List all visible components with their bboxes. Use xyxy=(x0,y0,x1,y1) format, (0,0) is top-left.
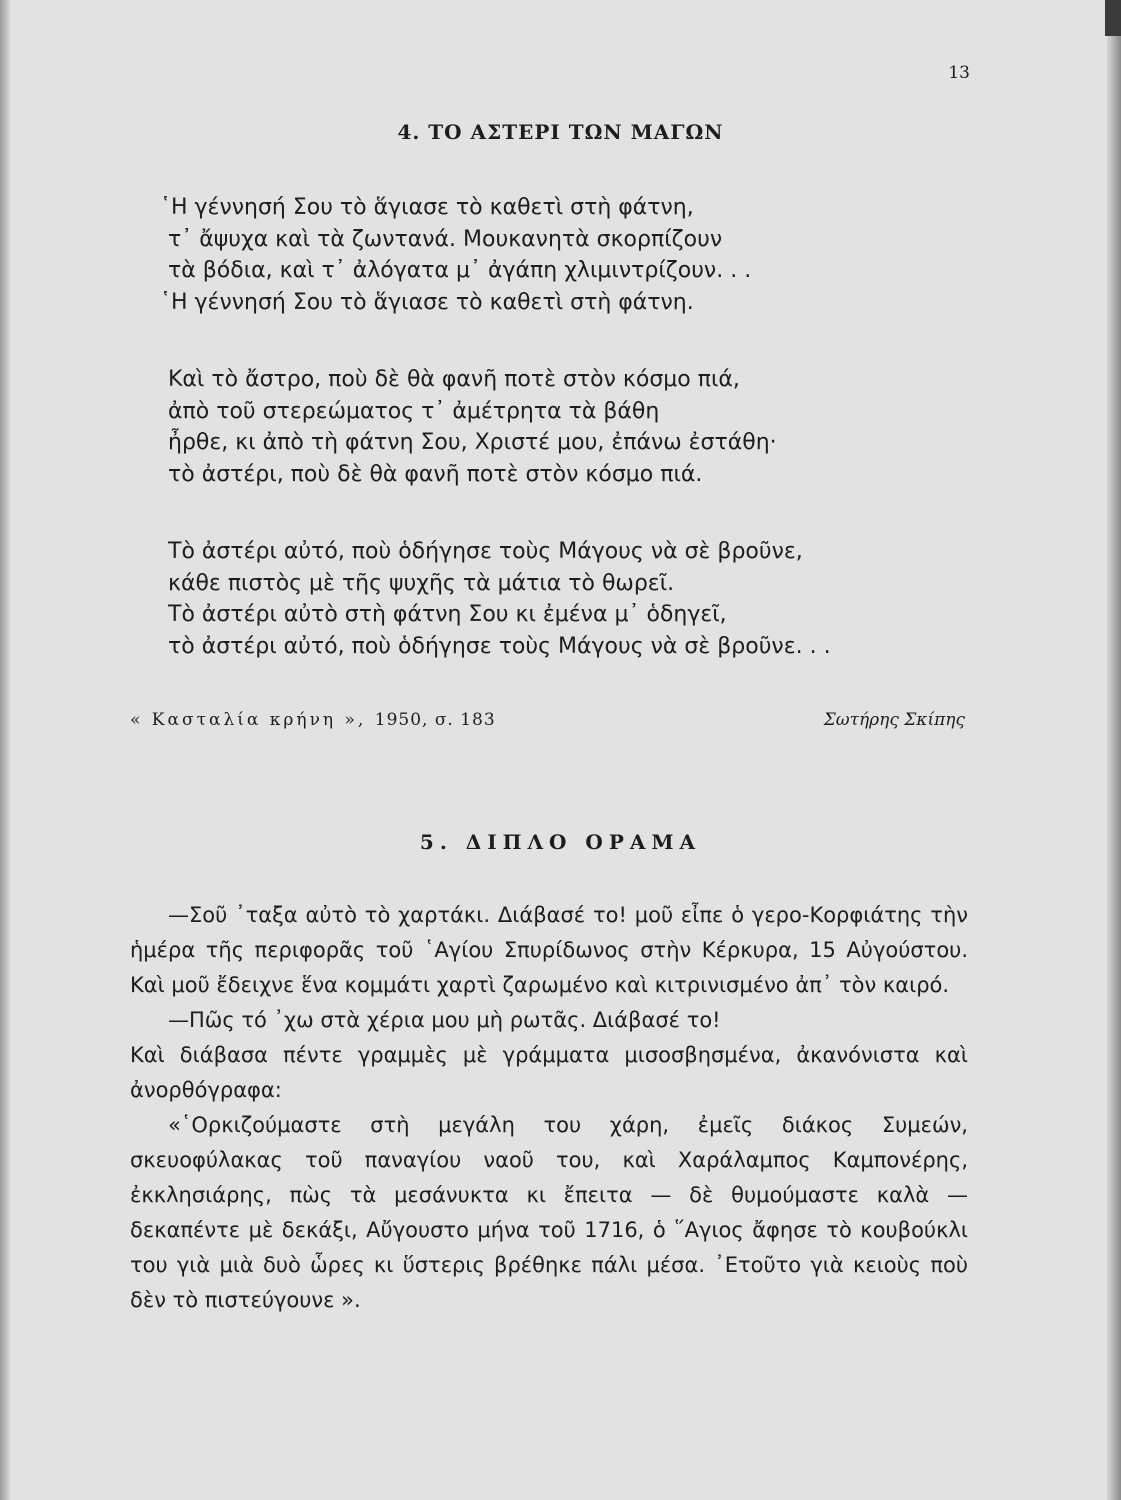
verse-line: τὸ ἀστέρι, ποὺ δὲ θὰ φανῆ ποτὲ στὸν κόσμο πιά. xyxy=(168,461,703,487)
verse-line: κάθε πιστὸς μὲ τῆς ψυχῆς τὰ μάτια τὸ θωρεῖ. xyxy=(168,570,675,596)
verse-line: τ᾿ ἄψυχα καὶ τὰ ζωντανά. Μουκανητὰ σκορπίζουν xyxy=(168,226,723,252)
poem-source xyxy=(130,710,496,730)
poem-author: Σωτήρης Σκίπης xyxy=(823,710,965,730)
section-5-body xyxy=(130,898,968,1318)
paragraph: —Σοῦ ᾿ταξα αὐτὸ τὸ χαρτάκι. Διάβασέ το! μοῦ εἶπε ὁ γερο-Κορφιάτης τὴν ἡμέρα τῆς περιφορᾶς τοῦ ῾Αγίου Σπυρίδωνος στὴν Κέρκυρα, 15 Αὐγούστου. Καὶ μοῦ ἔδειχνε ἕνα κομμάτι χαρτὶ ζαρωμένο καὶ κιτρινισμένο ἀπ᾿ τὸν καιρό. xyxy=(130,903,968,997)
source-details: 1950, σ. 183 xyxy=(374,710,496,730)
verse-line: Τὸ ἀστέρι αὐτὸ στὴ φάτνη Σου κι ἐμένα μ᾿ ὁδηγεῖ, xyxy=(168,602,727,627)
paragraph: —Πῶς τό ᾿χω στὰ χέρια μου μὴ ρωτᾶς. Διάβασέ το! xyxy=(168,1008,721,1032)
verse-line: Καὶ τὸ ἄστρο, ποὺ δὲ θὰ φανῆ ποτὲ στὸν κόσμο πιά, xyxy=(168,367,740,392)
verse-line: ῾Η γέννησή Σου τὸ ἅγιασε τὸ καθετὶ στὴ φάτνη, xyxy=(160,195,694,220)
page-edge-right xyxy=(1107,0,1121,1500)
paragraph: «῾Ορκιζούμαστε στὴ μεγάλη του χάρη, ἐμεῖς διάκος Συμεών, σκευοφύλακας τοῦ παναγίου ναοῦ του, καὶ Χαράλαμπος Καμπονέρης, ἐκκλησιάρης, πὼς τὰ μεσάνυκτα κι ἔπειτα — δὲ θυμούμαστε καλὰ — δεκαπέντε μὲ δεκάξι, Αὔγουστο μήνα τοῦ 1716, ὁ ῞Αγιος ἄφησε τὸ κουβούκλι του γιὰ μιὰ δυὸ ὧρες κι ὕστερις βρέθηκε πάλι μέσα. ᾿Ετοῦτο γιὰ κειοὺς ποὺ δὲν τὸ πιστεύγουνε ». xyxy=(130,1113,968,1312)
corner-mark xyxy=(1105,0,1121,36)
section-5-heading: 5. ΔΙΠΛΟ ΟΡΑΜΑ xyxy=(419,830,702,854)
verse-line: ἦρθε, κι ἀπὸ τὴ φάτνη Σου, Χριστέ μου, ἐπάνω ἐστάθη· xyxy=(168,430,777,455)
page-number: 13 xyxy=(948,63,970,83)
verse-line: τὸ ἀστέρι αὐτό, ποὺ ὁδήγησε τοὺς Μάγους νὰ σὲ βροῦνε. . . xyxy=(168,633,831,659)
verse-line: ῾Η γέννησή Σου τὸ ἅγιασε τὸ καθετὶ στὴ φάτνη. xyxy=(160,289,694,315)
poem-stanza-1 xyxy=(160,192,751,318)
verse-line: τὰ βόδια, καὶ τ᾿ ἀλόγατα μ᾿ ἀγάπη χλιμιντρίζουν. . . xyxy=(168,258,752,283)
verse-line: ἀπὸ τοῦ στερεώματος τ᾿ ἀμέτρητα τὰ βάθη xyxy=(168,398,660,424)
paragraph: Καὶ διάβασα πέντε γραμμὲς μὲ γράμματα μισοσβησμένα, ἀκανόνιστα καὶ ἀνορθόγραφα: xyxy=(130,1043,968,1102)
poem-stanza-3 xyxy=(160,536,831,662)
verse-line: Τὸ ἀστέρι αὐτό, ποὺ ὁδήγησε τοὺς Μάγους νὰ σὲ βροῦνε, xyxy=(168,539,803,564)
source-title: « Κασταλία κρήνη », xyxy=(130,710,367,730)
poem-stanza-2 xyxy=(160,364,777,490)
page-edge-left xyxy=(0,0,10,1500)
section-4-heading: 4. ΤΟ ΑΣΤΕΡΙ ΤΩΝ ΜΑΓΩΝ xyxy=(397,120,724,144)
